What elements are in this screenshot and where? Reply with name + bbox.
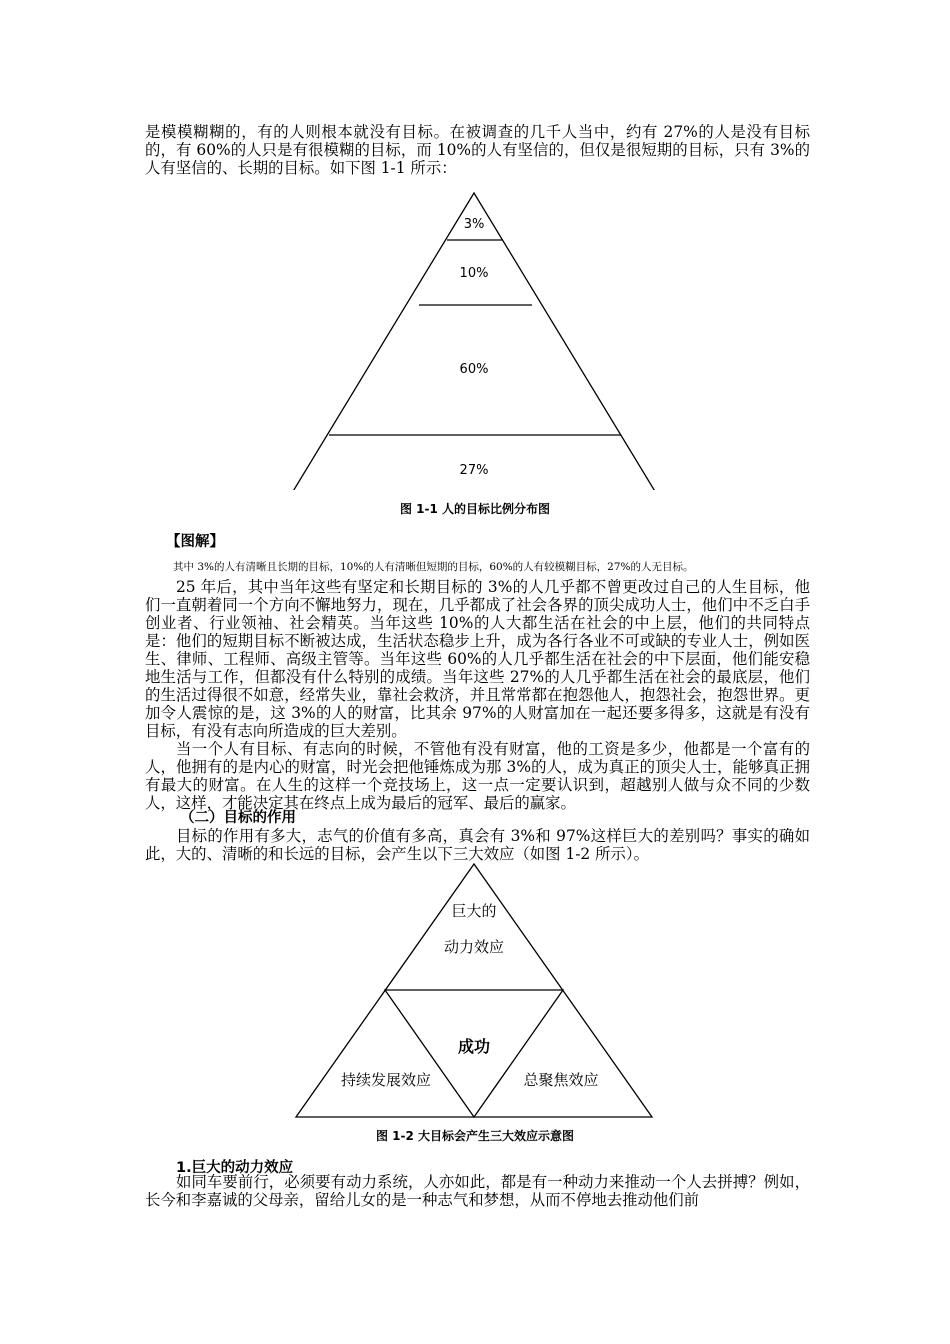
tujie-text: 其中 3%的人有清晰且长期的目标，10%的人有清晰但短期的目标，60%的人有较模糊目标，27%的人无目标。 bbox=[173, 560, 694, 573]
body-paragraphs bbox=[145, 578, 810, 812]
pyramid-level-60pct: 60% bbox=[459, 362, 489, 377]
tujie-heading: 【图解】 bbox=[166, 534, 224, 550]
pyramid-level-3pct: 3% bbox=[463, 217, 485, 232]
figure2-caption: 图 1-2 大目标会产生三大效应示意图 bbox=[375, 1129, 575, 1143]
top-effect-line2: 动力效应 bbox=[443, 938, 505, 956]
center-success-label: 成功 bbox=[457, 1037, 491, 1056]
section-2-paragraph bbox=[145, 827, 810, 863]
section-3-heading: 1.巨大的动力效应 bbox=[176, 1160, 294, 1176]
right-effect-label: 总聚焦效应 bbox=[523, 1071, 599, 1089]
figure1-caption: 图 1-1 人的目标比例分布图 bbox=[399, 502, 551, 516]
paragraph-wealth: 当一个人有目标、有志向的时候，不管他有没有财富，他的工资是多少，他都是一个富有的人，他拥有的是内心的财富，时光会把他锤炼成为那 3%的人，成为真正的顶尖人士，能够真正拥有最大的财富。在人生的这样一个竞技场上，这一点一定要认识到，超越别人做与众不同的少数人，这样，才能决定其在终点上成为最后的冠军、最后的赢家。 bbox=[145, 740, 810, 812]
left-effect-label: 持续发展效应 bbox=[340, 1071, 432, 1089]
section-2-heading: （二）目标的作用 bbox=[180, 810, 296, 826]
top-effect-line1: 巨大的 bbox=[451, 902, 497, 920]
pyramid-level-10pct: 10% bbox=[459, 266, 489, 281]
pyramid-level-27pct: 27% bbox=[459, 463, 489, 478]
section-3-text: 如同车要前行，必须要有动力系统，人亦如此，都是有一种动力来推动一个人去拼搏？例如，长今和李嘉诚的父母亲，留给儿女的是一种志气和梦想，从而不停地去推动他们前 bbox=[145, 1173, 810, 1209]
goal-ratio-pyramid bbox=[0, 190, 950, 490]
section-2-text: 目标的作用有多大，志气的价值有多高，真会有 3%和 97%这样巨大的差别吗？事实的确如此，大的、清晰的和长远的目标，会产生以下三大效应（如图 1-2 所示）。 bbox=[145, 827, 810, 863]
paragraph-25-years: 25 年后，其中当年这些有坚定和长期目标的 3%的人几乎都不曾更改过自己的人生目标，他们一直朝着同一个方向不懈地努力，现在，几乎都成了社会各界的顶尖成功人士，他们中不乏白手创业者、行业领袖、社会精英。当年这些 10%的人大都生活在社会的中上层，他们的共同特点是：他们的短期目标不断被达成，生活状态稳步上升，成为各行各业不可或缺的专业人士，例如医生、律师、工程师、高级主管等。当年这些 60%的人几乎都生活在社会的中下层面，他们能安稳地生活与工作，但都没有什么特别的成绩。当年这些 27%的人几乎都生活在社会的最底层，他们的生活过得很不如意，经常失业，靠社会救济，并且常常都在抱怨他人，抱怨社会，抱怨世界。更加令人震惊的是，这 3%的人的财富，比其余 97%的人财富加在一起还要多得多，这就是有没有目标，有没有志向所造成的巨大差别。 bbox=[145, 578, 810, 740]
intro-text: 是模模糊糊的，有的人则根本就没有目标。在被调查的几千人当中，约有 27%的人是没有目标的，有 60%的人只是有很模糊的目标，而 10%的人有坚信的，但仅是很短期的目标，只有 3%的人有坚信的、长期的目标。如下图 1-1 所示： bbox=[145, 123, 810, 177]
intro-paragraph bbox=[145, 123, 810, 177]
three-effects-diagram bbox=[0, 860, 950, 1130]
pyramid-outline bbox=[292, 193, 656, 490]
section-3-paragraph bbox=[145, 1173, 810, 1209]
